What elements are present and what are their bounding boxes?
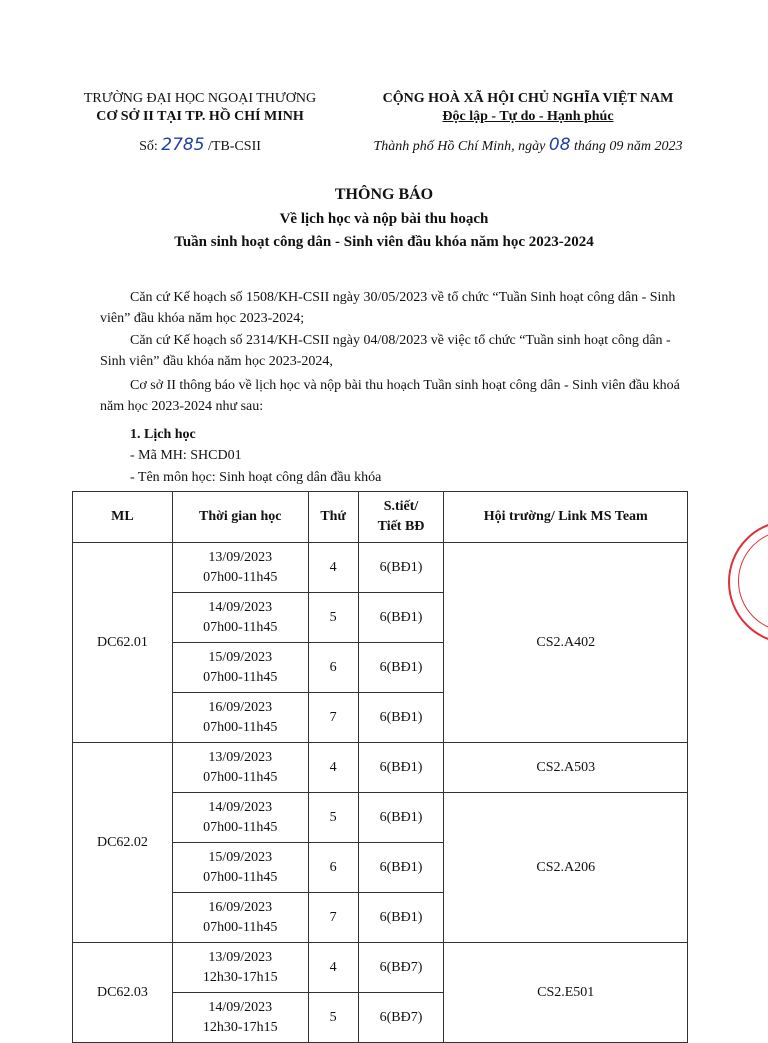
hours-text: 07h00-11h45 <box>203 619 278 635</box>
period-cell: 6(BĐ1) <box>358 643 444 693</box>
hours-text: 07h00-11h45 <box>203 869 278 885</box>
date-text: 14/09/2023 <box>208 999 273 1015</box>
room-cell: CS2.A402 <box>444 543 688 743</box>
national-motto-text: Độc lập - Tự do - Hạnh phúc <box>442 109 614 124</box>
document-number <box>50 136 350 156</box>
period-cell: 6(BĐ1) <box>358 793 444 843</box>
date-text: 15/09/2023 <box>208 849 273 865</box>
hours-text: 07h00-11h45 <box>203 769 278 785</box>
date-text: 13/09/2023 <box>208 549 273 565</box>
document-number-handwritten: 2785 <box>161 135 205 155</box>
class-code-cell: DC62.02 <box>73 743 173 943</box>
issuer-campus-text: CƠ SỞ II TẠI TP. HỒ CHÍ MINH <box>96 109 304 124</box>
hours-text: 07h00-11h45 <box>203 669 278 685</box>
paragraph-basis-1: Căn cứ Kế hoạch số 1508/KH-CSII ngày 30/05/2023 về tổ chức “Tuần Sinh hoạt công dân - Sinh viên” đầu khóa năm học 2023-2024; <box>100 290 676 326</box>
document-date-suffix: tháng 09 năm 2023 <box>574 139 683 154</box>
weekday-cell: 4 <box>308 543 358 593</box>
issuer-block <box>50 90 350 156</box>
class-code-cell: DC62.03 <box>73 943 173 1043</box>
header-room: Hội trường/ Link MS Team <box>444 492 688 543</box>
schedule-table <box>72 491 688 1043</box>
date-text: 13/09/2023 <box>208 749 273 765</box>
weekday-cell: 5 <box>308 593 358 643</box>
header-stiet-line1: S.tiết/ <box>383 499 419 514</box>
period-cell: 6(BĐ1) <box>358 843 444 893</box>
table-row <box>73 743 688 793</box>
period-cell: 6(BĐ1) <box>358 543 444 593</box>
date-text: 16/09/2023 <box>208 899 273 915</box>
paragraph-announcement: Cơ sở II thông báo về lịch học và nộp bài thu hoạch Tuần sinh hoạt công dân - Sinh viên đầu khoá năm học 2023-2024 như sau: <box>100 378 680 414</box>
time-cell <box>172 643 308 693</box>
weekday-cell: 7 <box>308 893 358 943</box>
header-time: Thời gian học <box>172 492 308 543</box>
header-ml: ML <box>73 492 173 543</box>
room-cell: CS2.E501 <box>444 943 688 1043</box>
national-motto <box>338 108 718 126</box>
time-cell <box>172 693 308 743</box>
course-name: - Tên môn học: Sinh hoạt công dân đầu khóa <box>130 470 382 485</box>
document-date-prefix: Thành phố Hồ Chí Minh, ngày <box>373 139 546 154</box>
weekday-cell: 7 <box>308 693 358 743</box>
document-subtitle-2: Tuần sinh hoạt công dân - Sinh viên đầu khóa năm học 2023-2024 <box>174 234 594 250</box>
table-row <box>73 943 688 993</box>
table-row <box>73 543 688 593</box>
time-cell <box>172 543 308 593</box>
room-cell: CS2.A503 <box>444 743 688 793</box>
course-code: - Mã MH: SHCD01 <box>130 448 242 463</box>
weekday-cell: 4 <box>308 743 358 793</box>
weekday-cell: 5 <box>308 993 358 1043</box>
time-cell <box>172 843 308 893</box>
hours-text: 07h00-11h45 <box>203 919 278 935</box>
weekday-cell: 4 <box>308 943 358 993</box>
weekday-cell: 6 <box>308 643 358 693</box>
header-stiet-line2: Tiết BĐ <box>377 519 425 534</box>
section-heading-schedule: 1. Lịch học <box>130 427 196 442</box>
time-cell <box>172 793 308 843</box>
national-title: CỘNG HOÀ XÃ HỘI CHỦ NGHĨA VIỆT NAM <box>382 91 674 106</box>
period-cell: 6(BĐ7) <box>358 993 444 1043</box>
document-number-suffix: /TB-CSII <box>208 139 261 154</box>
header-thu: Thứ <box>308 492 358 543</box>
room-cell: CS2.A206 <box>444 793 688 943</box>
document-date <box>338 136 718 156</box>
hours-text: 07h00-11h45 <box>203 719 278 735</box>
time-cell <box>172 943 308 993</box>
time-cell <box>172 893 308 943</box>
weekday-cell: 6 <box>308 843 358 893</box>
period-cell: 6(BĐ7) <box>358 943 444 993</box>
class-code-cell: DC62.01 <box>73 543 173 743</box>
hours-text: 12h30-17h15 <box>202 1019 278 1035</box>
period-cell: 6(BĐ1) <box>358 693 444 743</box>
time-cell <box>172 593 308 643</box>
issuer-campus <box>50 108 350 126</box>
time-cell <box>172 743 308 793</box>
period-cell: 6(BĐ1) <box>358 743 444 793</box>
document-number-label: Số: <box>139 139 158 154</box>
table-header-row <box>73 492 688 543</box>
date-text: 16/09/2023 <box>208 699 273 715</box>
official-seal-stamp <box>728 520 768 644</box>
document-title: THÔNG BÁO <box>334 186 434 203</box>
national-motto-block <box>338 90 718 156</box>
header-stiet <box>358 492 444 543</box>
hours-text: 07h00-11h45 <box>203 569 278 585</box>
document-date-day-handwritten: 08 <box>548 135 571 155</box>
date-text: 13/09/2023 <box>208 949 273 965</box>
date-text: 14/09/2023 <box>208 599 273 615</box>
document-subtitle-1: Về lịch học và nộp bài thu hoạch <box>279 211 489 227</box>
paragraph-basis-2: Căn cứ Kế hoạch số 2314/KH-CSII ngày 04/08/2023 về việc tổ chức “Tuần sinh hoạt công dân - Sinh viên” đầu khóa năm học 2023-2024, <box>100 333 671 369</box>
period-cell: 6(BĐ1) <box>358 593 444 643</box>
date-text: 14/09/2023 <box>208 799 273 815</box>
issuer-university: TRƯỜNG ĐẠI HỌC NGOẠI THƯƠNG <box>83 91 317 106</box>
time-cell <box>172 993 308 1043</box>
weekday-cell: 5 <box>308 793 358 843</box>
hours-text: 12h30-17h15 <box>202 969 278 985</box>
date-text: 15/09/2023 <box>208 649 273 665</box>
hours-text: 07h00-11h45 <box>203 819 278 835</box>
period-cell: 6(BĐ1) <box>358 893 444 943</box>
